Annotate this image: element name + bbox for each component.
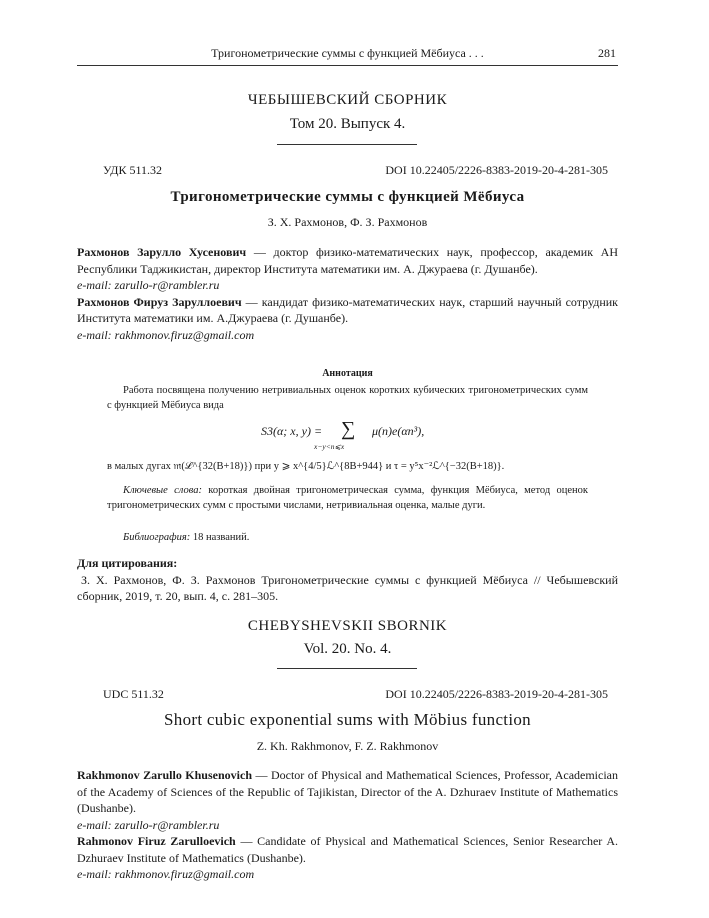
- journal-issue-en: Vol. 20. No. 4.: [303, 641, 392, 657]
- page-number: 281: [598, 46, 616, 60]
- udc-en: UDC 511.32: [103, 687, 164, 701]
- divider-rule: [277, 144, 417, 145]
- author2-desc-en: — Candidate of Physical and Mathematical Sciences, Senior Researcher A. Dzhuraev Institute of Mathematics (Dushanbe).: [77, 834, 618, 865]
- abstract-heading: Аннотация: [322, 368, 373, 379]
- running-head-title: Тригонометрические суммы с функцией Мёбиуса . . .: [211, 46, 484, 60]
- keywords-text: короткая двойная тригонометрическая сумма, функция Мёбиуса, метод оценок тригонометрических сумм с простыми числами, нетривиальная оценка, малые дуги.: [107, 485, 589, 511]
- bibliography-text: 18 названий.: [190, 532, 250, 543]
- author1-ru: [77, 244, 618, 277]
- author1-email-ru[interactable]: e-mail: zarullo-r@rambler.ru: [77, 278, 220, 292]
- author2-en: [77, 833, 618, 866]
- bibliography: [107, 531, 588, 546]
- author2-desc-ru: — кандидат физико-математических наук, старший научный сотрудник Института математики им. А.Джураева (г. Душанбе).: [77, 294, 618, 325]
- author1-desc-ru: — доктор физико-математических наук, профессор, академик АН Республики Таджикистан, директор Института математики им. А. Джураева (г. Душанбе).: [77, 245, 619, 276]
- citation-text: З. Х. Рахмонов, Ф. З. Рахмонов Тригонометрические суммы с функцией Мёбиуса // Чебышевский сборник, 2019, т. 20, вып. 4, с. 281–305.: [77, 572, 618, 603]
- journal-issue-ru: Том 20. Выпуск 4.: [289, 116, 406, 132]
- keywords: [107, 484, 588, 513]
- citation-heading: Для цитирования:: [77, 556, 178, 570]
- sum-symbol: ∑: [341, 418, 356, 440]
- formula-rhs: μ(n)e(αn³),: [372, 424, 425, 438]
- author1-desc-en: — Doctor of Physical and Mathematical Sciences, Professor, Academician of the Academy of Sciences of the Republic of Tajikistan, Director of the A. Dzhuraev Institute of Mathematics (Dushanbe).: [77, 768, 619, 815]
- journal-name-en: CHEBYSHEVSKII SBORNIK: [247, 618, 448, 634]
- article-title-en: Short cubic exponential sums with Möbius function: [164, 710, 531, 729]
- author-info-en: [77, 767, 618, 883]
- author2-email-en[interactable]: e-mail: rakhmonov.firuz@gmail.com: [77, 867, 255, 881]
- author2-ru: [77, 294, 618, 327]
- running-head: [77, 46, 618, 66]
- abstract-condition: в малых дугах 𝔪(ℒ^{32(B+18)}) при y ⩾ x^{4/5}ℒ^{8B+944} и τ = y⁵x⁻²ℒ^{−32(B+18)}.: [107, 461, 505, 472]
- abstract-text: Работа посвящена получению нетривиальных оценок коротких кубических тригонометрических сумм с функцией Мёбиуса вида: [107, 385, 588, 411]
- citation: [77, 555, 618, 605]
- author1-name-en: Rakhmonov Zarullo Khusenovich: [77, 768, 252, 782]
- doi-en: DOI 10.22405/2226-8383-2019-20-4-281-305: [385, 687, 608, 701]
- formula-lhs: S3(α; x, y) =: [261, 424, 323, 438]
- doi-ru: DOI 10.22405/2226-8383-2019-20-4-281-305: [385, 163, 608, 177]
- author2-name-ru: Рахмонов Фируз Заруллоевич: [77, 294, 242, 309]
- formula-subscript: x−y<n⩽x: [314, 442, 345, 451]
- authors-ru: З. Х. Рахмонов, Ф. З. Рахмонов: [267, 215, 428, 229]
- author2-name-en: Rahmonov Firuz Zarulloevich: [77, 834, 236, 848]
- divider-rule-en: [277, 668, 417, 669]
- sum-formula: [77, 418, 618, 458]
- keywords-label: Ключевые слова:: [123, 485, 202, 496]
- udc-ru: УДК 511.32: [103, 163, 163, 177]
- journal-name-ru: ЧЕБЫШЕВСКИЙ СБОРНИК: [247, 92, 448, 108]
- author1-name-ru: Рахмонов Зарулло Хусенович: [77, 245, 247, 259]
- author2-email-ru[interactable]: e-mail: rakhmonov.firuz@gmail.com: [77, 327, 255, 342]
- authors-en: Z. Kh. Rakhmonov, F. Z. Rakhmonov: [256, 739, 439, 753]
- article-title-ru: Тригонометрические суммы с функцией Мёбиуса: [170, 189, 525, 205]
- author1-en: [77, 767, 618, 817]
- author-info-ru: [77, 244, 618, 343]
- bibliography-label: Библиография:: [123, 532, 191, 543]
- author1-email-en[interactable]: e-mail: zarullo-r@rambler.ru: [77, 817, 220, 832]
